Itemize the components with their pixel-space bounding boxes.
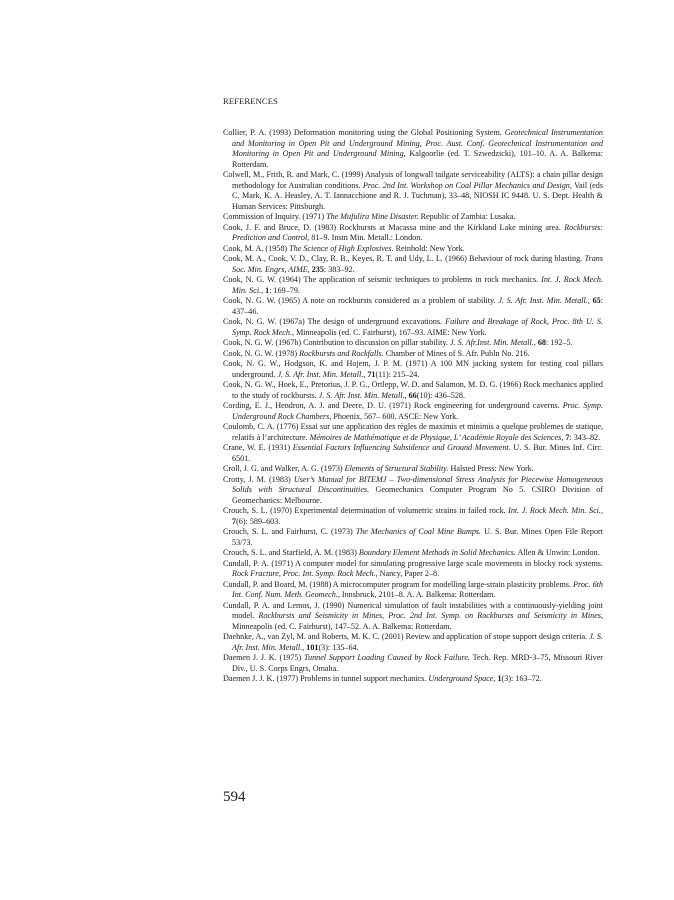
reference-text: : 169–79. [269, 285, 300, 295]
reference-text: U. S. Bur. Mines Open File Report 53/73. [232, 527, 603, 547]
reference-title-italic: J. S. Afr. Inst. Min. Metall. [498, 296, 588, 305]
reference-text: (6): 589–603. [236, 516, 281, 526]
reference-text: Cook, M. A., Cook, V. D., Clay, R. B., Keyes, R. T. and Udy, L. L. (1966) Behaviour of rock during blasting. [223, 254, 585, 263]
running-header: REFERENCES [223, 96, 278, 106]
reference-text: , Vail (eds C. Mark, K. A. Heasley, A. T. Iannacchione and R. J. Tuchman), 33–48, NIOSH IC 9448. U. S. Dept. Health & Human Services: Pittsburgh. [232, 180, 603, 211]
reference-text: Allen & Unwin: London. [515, 548, 600, 557]
reference-text: Halsted Press: New York. [448, 464, 534, 473]
reference-text: Crane, W. E. (1931) [223, 443, 293, 452]
reference-title-italic: Proc. 6th Int. Conf. Num. Meth. Geomech. [232, 579, 603, 599]
reference-volume: 65 [592, 296, 601, 305]
reference-text: , [404, 390, 409, 400]
reference-title-italic: J. S. Afr. Inst. Min. Metall. [277, 369, 364, 379]
reference-text: , [302, 642, 307, 652]
reference-entry [223, 317, 603, 338]
reference-text: , [587, 296, 593, 305]
reference-title-italic: J. S. Afr. Inst. Min. Metall. [318, 390, 405, 400]
reference-text: (10): 436–528. [416, 390, 465, 400]
reference-text: , Phoenix, 567– 600. ASCE: New York. [329, 411, 459, 421]
reference-list [223, 128, 603, 685]
reference-entry [223, 401, 603, 422]
reference-text: Reinhold: New York. [393, 243, 465, 253]
reference-volume: 66 [408, 390, 417, 400]
reference-text: : 343–82. [569, 432, 601, 442]
reference-entry [223, 475, 603, 507]
reference-entry [223, 128, 603, 170]
reference-text: (11): 215–24. [375, 369, 420, 379]
reference-text: Cundall, P. A. and Lemos, J. (1990) Numerical simulation of fault instabilities with a continuously-yielding joint model. [223, 600, 603, 620]
reference-title-italic: Rock Fracture, Proc. Int. Symp. Rock Mech. [232, 569, 376, 578]
reference-entry [223, 601, 603, 633]
reference-text: Cook, N. G. W. (1967b) Contribution to discussion on pillar stability. [223, 338, 450, 347]
reference-entry [223, 548, 603, 559]
reference-text: Cundall, P. and Board, M. (1988) A microcomputer program for modelling large-strain plasticity problems. [223, 579, 574, 589]
reference-entry [223, 359, 603, 380]
reference-text: , [261, 285, 266, 295]
reference-title-italic: Proc. 2nd Int. Workshop on Coal Pillar Mechanics and Design [362, 180, 570, 190]
reference-entry [223, 506, 603, 527]
reference-text: Crouch, S. L. (1970) Experimental determination of volumetric strains in failed rock. [223, 506, 509, 515]
reference-volume: 1 [265, 285, 270, 295]
reference-title-italic: Rockbursts and Rockfalls. [299, 348, 384, 358]
reference-volume: 235 [311, 264, 324, 274]
reference-title-italic: Boundary Element Methods in Solid Mechanics. [358, 548, 516, 557]
reference-text: Cook, M. A. (1958) [223, 243, 290, 253]
reference-title-italic: Underground Space [428, 674, 494, 683]
reference-text: (3): 135–64. [318, 642, 359, 652]
reference-entry [223, 464, 603, 475]
reference-text: Daemen J. J. K. (1977) Problems in tunnel support mechanics. [223, 674, 429, 683]
reference-text: , [533, 338, 538, 347]
reference-entry [223, 296, 603, 317]
reference-entry [223, 443, 603, 464]
reference-text: Chamber of Mines of S. Afr. Publn No. 216. [383, 348, 530, 358]
reference-text: : 383–92. [323, 264, 355, 274]
reference-volume: 1 [497, 674, 502, 683]
reference-entry [223, 422, 603, 443]
reference-title-italic: Rockbursts: Prediction and Control [232, 222, 603, 242]
reference-text: : 437–46. [232, 296, 603, 316]
reference-entry [223, 674, 603, 685]
reference-text: Daehnke, A., van Zyl, M. and Roberts, M. K. C. (2001) Review and application of stope support design criteria. [223, 632, 590, 641]
reference-title-italic: Failure and Breakage of Rock, Proc. 8th U. S. Symp. Rock Mech. [232, 317, 604, 337]
page-number: 594 [223, 789, 246, 805]
reference-text: Cook, N. G. W., Hoek, E., Pretorius, J. P. G., Ortlepp, W. D. and Salamon, M. D. G. (1966) Rock mechanics applied to the study of rockbursts. [223, 380, 603, 400]
reference-volume: 101 [306, 642, 319, 652]
reference-title-italic: Rockbursts and Seismicity in Mines, Proc. 2nd Int. Symp. on Rockbursts and Seismicity in Mines [258, 611, 601, 620]
reference-entry [223, 244, 603, 255]
reference-text: Commission of Inquiry. (1971) [223, 212, 327, 221]
reference-entry [223, 380, 603, 401]
reference-text: Crouch, S. L. and Fairhurst, C. (1973) [223, 527, 356, 536]
reference-entry [223, 170, 603, 212]
reference-title-italic: Essential Factors Influencing Subsidence and Ground Movement. [292, 443, 511, 452]
reference-title-italic: The Mechanics of Coal Mine Bumps. [355, 527, 482, 536]
reference-volume: 68 [537, 338, 546, 347]
reference-entry [223, 580, 603, 601]
reference-text: Coulomb, C. A. (1776) Essai sur une application des règles de maximis et minimis a quelque problemes de statique, relatifs à l’architecture. [223, 422, 603, 442]
reference-title-italic: Mémoires de Mathématique et de Physique, L’ Académie Royale des Sciences [309, 432, 562, 442]
reference-text: Cook, N. G. W., Hodgson, K. and Hojem, J. P. M. (1971) A 100 MN jacking system for testing coal pillars underground. [223, 359, 603, 379]
reference-text: Cook, N. G. W. (1965) A note on rockbursts considered as a problem of stability. [223, 296, 499, 305]
reference-text: Cook, N. G. W. (1978) [223, 348, 300, 358]
reference-text: , Minneapolis (ed. C. Fairhurst), 147–52. A. A. Balkema: Rotterdam. [232, 611, 604, 631]
reference-text: Cook, N. G. W. (1964) The application of seismic techniques to problems in rock mechanics. [223, 275, 542, 284]
reference-text: Daemen J. J. K. (1975) [223, 653, 304, 662]
reference-title-italic: Geotechnical Instrumentation and Monitoring in Open Pit and Underground Mining, Proc. Aust. Conf. Geotechnical Instrumentation and Monitoring in Open Pit and Underground Mining [232, 128, 603, 158]
reference-text: , [561, 432, 566, 442]
reference-title-italic: Elements of Structural Stability. [344, 464, 449, 473]
reference-volume: 7 [565, 432, 570, 442]
reference-title-italic: J. S. Afr.Inst. Min. Metall. [449, 338, 534, 347]
reference-title-italic: Int. J. Rock Mech. Min. Sci. [232, 275, 603, 295]
reference-entry [223, 349, 603, 360]
reference-text: Republic of Zambia: Lusaka. [418, 212, 516, 221]
reference-text: Tech. Rep. MRD-3–75, Missouri River Div., U. S. Corps Engrs, Omaha. [232, 653, 604, 673]
reference-volume: 7 [232, 516, 237, 526]
reference-entry [223, 254, 603, 275]
reference-text: Crouch, S. L. and Starfield, A. M. (1983) [223, 548, 359, 557]
reference-text: , 81–9. Instn Min. Metall.: London. [307, 233, 423, 242]
reference-text: , Kalgoorlie (ed. T. Szwedzicki), 101–10. A. A. Balkema: Rotterdam. [232, 149, 604, 169]
reference-text: : 192–5. [545, 338, 573, 347]
reference-text: Collier, P. A. (1993) Deformation monitoring using the Global Positioning System. [223, 128, 505, 137]
reference-text: , [307, 264, 312, 274]
reference-entry [223, 275, 603, 296]
reference-text: Cording, E. J., Hendron, A. J. and Deere, D. U. (1971) Rock engineering for underground caverns. [223, 401, 563, 410]
reference-text: Geomechanics Computer Program No 5. CSIRO Division of Geomechanics: Melbourne. [232, 485, 604, 505]
reference-text: (3): 163–72. [501, 674, 542, 683]
reference-entry [223, 212, 603, 223]
reference-text: , [363, 369, 368, 379]
reference-text: , Minneapolis (ed. C. Fairhurst), 167–93. AIME: New York. [292, 327, 487, 337]
reference-entry [223, 527, 603, 548]
reference-title-italic: Int. J. Rock Mech. Min. Sci. [508, 506, 601, 515]
reference-title-italic: J. S. Afr. Inst. Min. Metall. [232, 632, 604, 652]
reference-title-italic: The Science of High Explosives. [289, 243, 394, 253]
reference-title-italic: Proc. Symp. Underground Rock Chambers [232, 401, 603, 421]
reference-entry [223, 653, 603, 674]
reference-entry [223, 223, 603, 244]
reference-text: Colwell, M., Frith, R. and Mark, C. (1999) Analysis of longwall tailgate serviceability (ALTS): a chain pillar design methodology for Australian conditions. [223, 170, 603, 190]
reference-text: , [493, 674, 498, 683]
reference-text: Cook, N. G. W. (1967a) The design of underground excavations. [223, 317, 446, 326]
reference-text: , [600, 506, 603, 515]
reference-text: U. S. Bur. Mines Inf. Circ. 6501. [232, 443, 603, 463]
reference-title-italic: The Mufulira Mine Disaster. [326, 212, 419, 221]
reference-title-italic: Trans Soc. Min. Engrs, AIME [232, 254, 603, 274]
reference-text: Croll, J. G. and Walker, A. G. (1973) [223, 464, 345, 473]
reference-entry [223, 632, 603, 653]
reference-text: Cundall, P. A. (1971) A computer model for simulating progressive large scale movements in blocky rock systems. [223, 558, 603, 568]
reference-text: Cook, J. F. and Bruce, D. (1983) Rockbursts at Macassa mine and the Kirkland Lake mining area. [223, 222, 565, 232]
reference-text: , Nancy, Paper 2–8. [375, 569, 440, 578]
reference-entry [223, 559, 603, 580]
reference-text: Crotty, J. M. (1983) [223, 474, 294, 484]
reference-volume: 71 [367, 369, 376, 379]
reference-text: , Innsbruck, 2101–8. A. A. Balkema: Rotterdam. [337, 590, 496, 599]
reference-title-italic: User’s Manual for BITEMJ – Two-dimensional Stress Analysis for Piecewise Homogeneous Solids with Structural Discontinuities. [232, 474, 603, 494]
reference-title-italic: Tunnel Support Loading Caused by Rock Failure. [303, 653, 470, 662]
reference-entry [223, 338, 603, 349]
